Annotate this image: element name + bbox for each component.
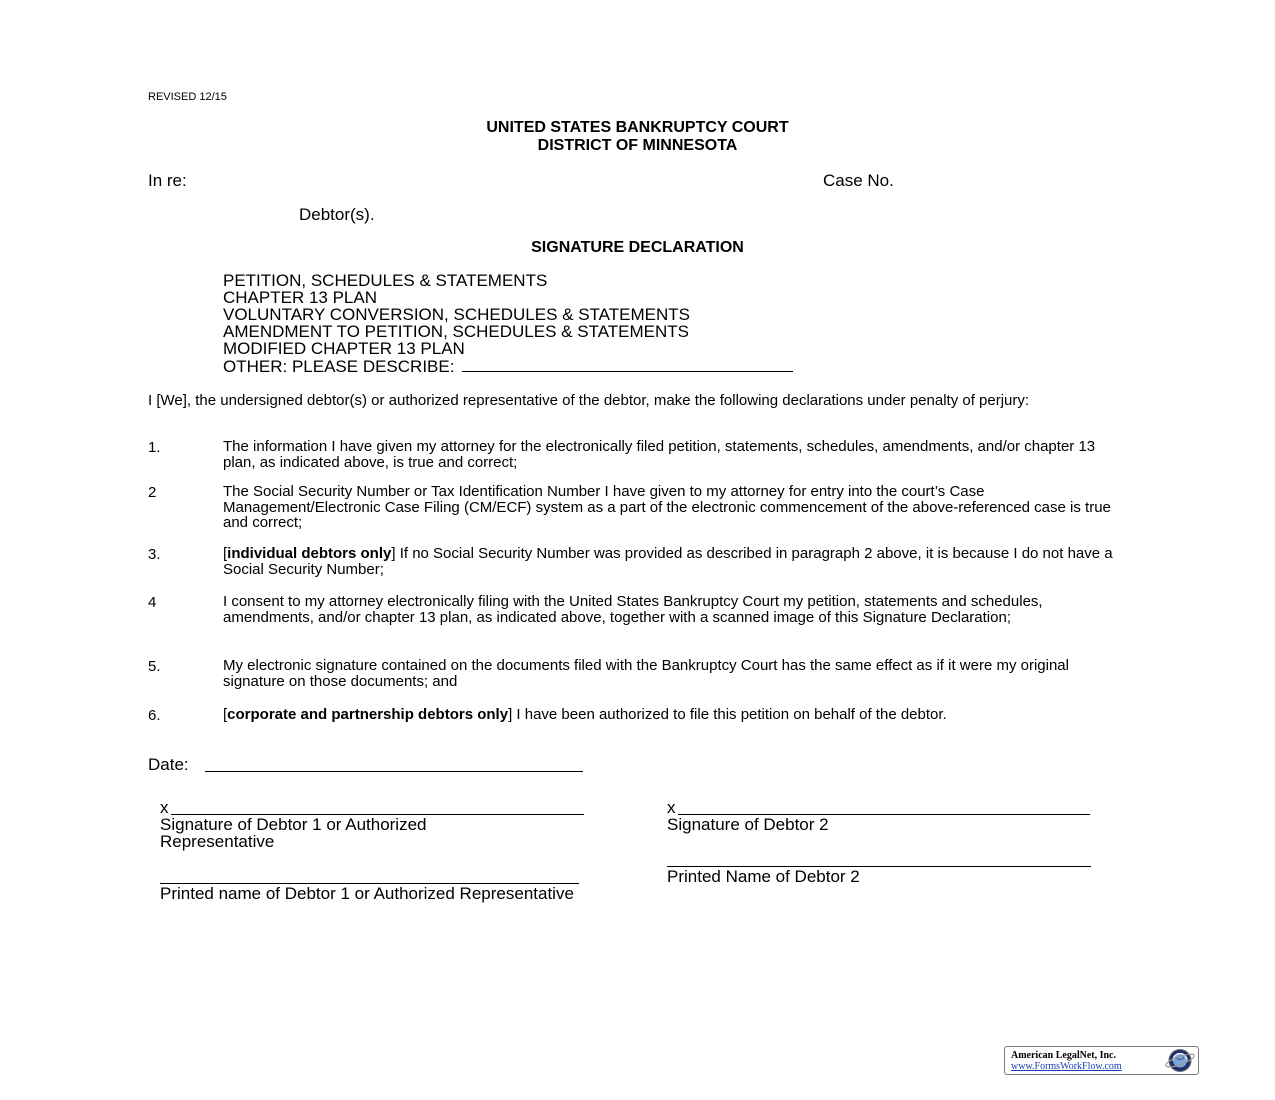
signature-x-mark: x: [160, 798, 169, 817]
logo-company-name: American LegalNet, Inc.: [1011, 1050, 1116, 1061]
item-bold-qualifier: individual debtors only: [227, 545, 392, 562]
option-other: [223, 357, 793, 375]
debtor1-printed-name-label: Printed name of Debtor 1 or Authorized Representative: [160, 884, 574, 903]
declaration-intro: I [We], the undersigned debtor(s) or authorized representative of the debtor, make the following declarations under penalty of perjury:: [148, 392, 1030, 409]
debtor2-signature-label: Signature of Debtor 2: [667, 815, 829, 834]
court-district: DISTRICT OF MINNESOTA: [537, 137, 738, 154]
option-other-label: OTHER: PLEASE DESCRIBE:: [223, 357, 455, 376]
globe-icon: [1162, 1048, 1198, 1078]
date-label: Date:: [148, 755, 189, 774]
item-number: 3.: [148, 546, 161, 563]
debtors-label: Debtor(s).: [299, 205, 375, 224]
signature-x-mark: x: [667, 798, 676, 817]
filing-options-list: [223, 272, 793, 375]
in-re-label: In re:: [148, 171, 187, 190]
item-text: ] I have been authorized to file this petition on behalf of the debtor.: [508, 706, 947, 723]
declaration-item: The Social Security Number or Tax Identification Number I have given to my attorney for entry into the court’s Case Management/Electronic Case Filing (CM/ECF) system as a part of the electronic commencement of the above-referenced case is true and correct;: [223, 483, 1111, 531]
declaration-item: [individual debtors only] If no Social Security Number was provided as described in paragraph 2 above, it is because I do not have a Social Security Number;: [223, 545, 1113, 578]
option-modified-plan: MODIFIED CHAPTER 13 PLAN: [223, 339, 465, 358]
debtor2-printed-name-label: Printed Name of Debtor 2: [667, 867, 860, 886]
declaration-item: The information I have given my attorney for the electronically filed petition, statements, schedules, amendments, and/or chapter 13 plan, as indicated above, is true and correct;: [223, 438, 1096, 471]
item-number: 1.: [148, 439, 161, 456]
option-voluntary-conversion: VOLUNTARY CONVERSION, SCHEDULES & STATEMENTS: [223, 305, 690, 324]
date-field[interactable]: [205, 771, 583, 772]
revision-label: REVISED 12/15: [148, 91, 227, 103]
item-number: 5.: [148, 658, 161, 675]
item-bold-qualifier: corporate and partnership debtors only: [227, 706, 509, 723]
option-petition: PETITION, SCHEDULES & STATEMENTS: [223, 271, 548, 290]
item-number: 6.: [148, 707, 161, 724]
option-chapter13-plan: CHAPTER 13 PLAN: [223, 288, 377, 307]
option-amendment: AMENDMENT TO PETITION, SCHEDULES & STATEMENTS: [223, 322, 689, 341]
item-number: 2: [148, 484, 157, 501]
declaration-item: [corporate and partnership debtors only] I have been authorized to file this petition on behalf of the debtor.: [223, 706, 947, 723]
debtor1-signature-label: Signature of Debtor 1 or Authorized Representative: [160, 815, 427, 851]
logo-url-link[interactable]: www.FormsWorkFlow.com: [1011, 1061, 1122, 1072]
court-name: UNITED STATES BANKRUPTCY COURT: [486, 119, 789, 136]
item-number: 4: [148, 594, 157, 611]
item-text: ] If no Social Security Number was provided as described in paragraph 2 above, it is because I do not have a Social Security Number;: [223, 545, 1113, 578]
case-number-label: Case No.: [823, 171, 894, 190]
declaration-item: I consent to my attorney electronically filing with the United States Bankruptcy Court my petition, statements and schedules, amendments, and/or chapter 13 plan, as indicated above, together with a scanned image of this Signature Declaration;: [223, 593, 1043, 626]
declaration-item: My electronic signature contained on the documents filed with the Bankruptcy Court has the same effect as if it were my original signature on those documents; and: [223, 657, 1069, 690]
document-title: SIGNATURE DECLARATION: [531, 239, 744, 256]
other-describe-field[interactable]: [462, 357, 793, 372]
